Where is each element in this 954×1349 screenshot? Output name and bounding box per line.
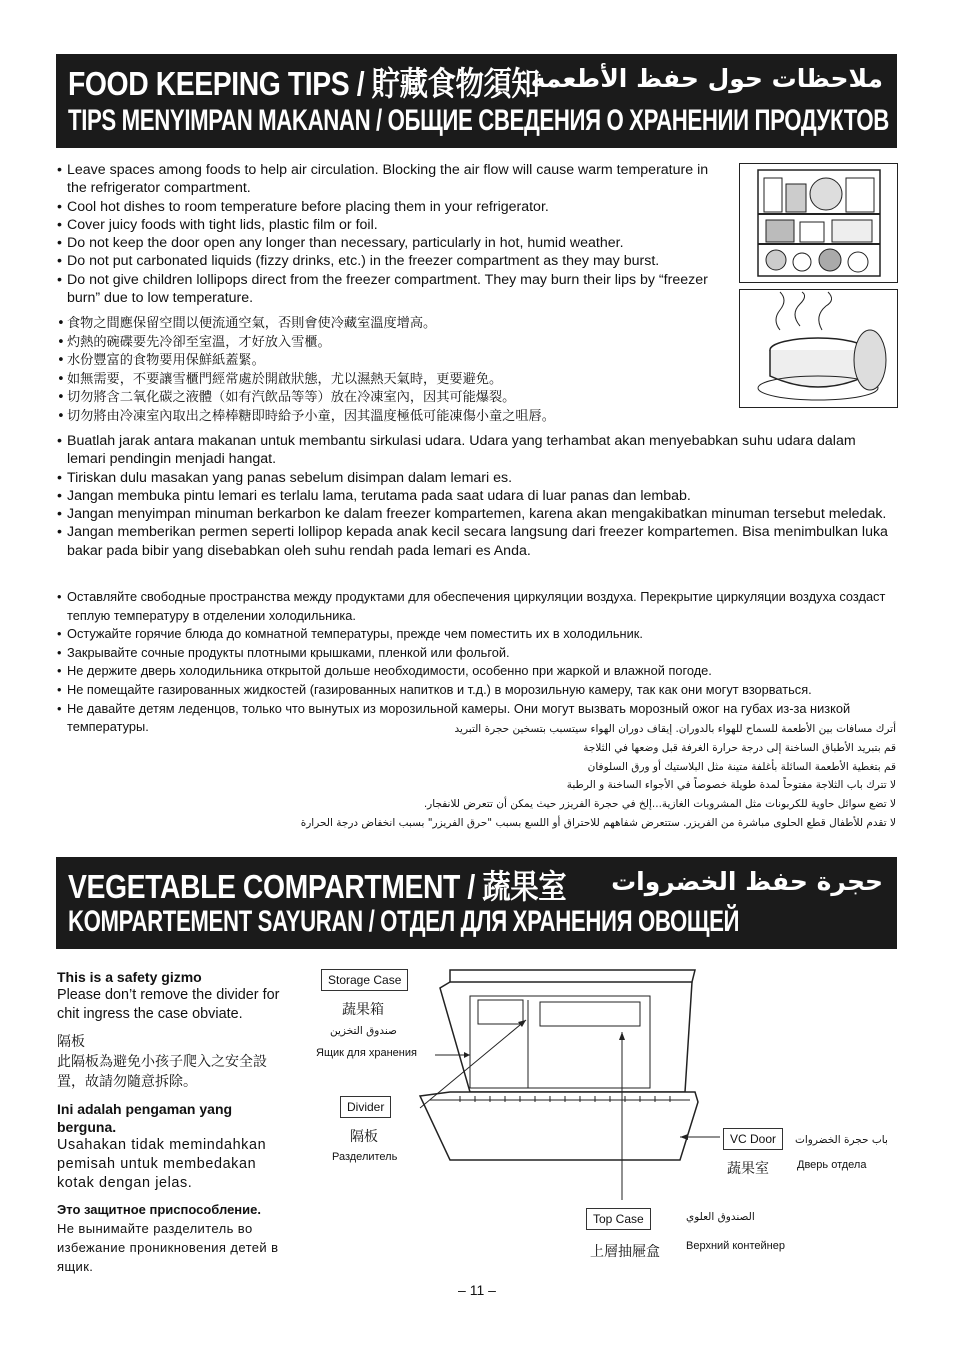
list-item: • Jangan menyimpan minuman berkarbon ke dalam freezer kompartemen, karena akan mengakibatkan minuman tersebut meledak. (57, 505, 897, 523)
section-title-line2: KOMPARTEMENT SAYURAN / ОТДЕЛ ДЛЯ ХРАНЕНИЯ ОВОЩЕЙ (68, 905, 740, 938)
top-case-label: Top Case (586, 1208, 651, 1230)
list-item: • 食物之間應保留空間以便流通空氣，否則會使冷藏室溫度增高。 (57, 315, 729, 334)
divider-label: Divider (340, 1096, 391, 1118)
list-item: • Не давайте детям леденцов, только что вынутых из морозильной камеры. Они могут вызвать морозный ожог на губах из-за низкой температуры. (57, 700, 897, 737)
section-title-line1: FOOD KEEPING TIPS / 貯藏食物須知 (68, 65, 540, 102)
note-heading-ru: Это защитное приспособление. (57, 1202, 261, 1217)
list-item: لا تترك باب الثلاجة مفتوحاً لمدة طويلة خصوصاً في الأجواء الساخنة و الرطبة (566, 779, 896, 792)
list-item: • 如無需要，不要讓雪櫃門經常處於開啟狀態，尤以濕熱天氣時，更要避免。 (57, 371, 729, 390)
list-item: • Не держите дверь холодильника открытой дольше необходимости, особенно при жаркой и влажной погоде. (57, 662, 897, 681)
list-item: • Jangan membuka pintu lemari es terlalu lama, terutama pada saat udara di luar panas dan lembab. (57, 487, 897, 505)
list-item: • 水份豐富的食物要用保鮮紙蓋緊。 (57, 352, 729, 371)
top-case-zh: 上層抽屜盒 (590, 1244, 660, 1260)
top-case-ar: الصندوق العلوي (686, 1211, 755, 1223)
list-item: • Не помещайте газированных жидкостей (газированных напитков и т.д.) в морозильную камеру, так как они могут взорваться. (57, 681, 897, 700)
storage-case-ar: صندوق التخزين (330, 1025, 397, 1037)
steaming-pot-icon (740, 290, 897, 407)
food-keeping-tips-banner (56, 54, 897, 148)
section-title-line1: VEGETABLE COMPARTMENT / 蔬果室 (68, 868, 567, 905)
list-item: • Оставляйте свободные пространства между продуктами для обеспечения циркуляции воздуха. Перекрытие циркуляции воздуха создаст теплую температуру в отделении холодильника. (57, 588, 897, 625)
top-case-ru: Верхний контейнер (686, 1240, 785, 1252)
storage-case-ru: Ящик для хранения (316, 1047, 417, 1059)
refrigerator-shelves-illustration (739, 163, 898, 283)
list-item: • Leave spaces among foods to help air circulation. Blocking the air flow will cause warm temperature in the refrigerator compartment. (57, 161, 729, 198)
safety-notes (57, 968, 287, 1276)
list-item: • Cool hot dishes to room temperature before placing them in your refrigerator. (57, 198, 729, 216)
list-item: • Tiriskan dulu masakan yang panas sebelum disimpan dalam lemari es. (57, 469, 897, 487)
arabic-tips-list (196, 720, 896, 833)
hot-dish-illustration (739, 289, 898, 408)
note-body-en: Please don’t remove the divider for chit ingress the case obviate. (57, 987, 280, 1022)
section-title-line2: TIPS MENYIMPAN MAKANAN / ОБЩИЕ СВЕДЕНИЯ О ХРАНЕНИИ ПРОДУКТОВ (68, 104, 889, 137)
list-item: • 切勿將由冷凍室內取出之棒棒糖即時給予小童，因其溫度極低可能凍傷小童之咀唇。 (57, 408, 729, 427)
list-item: • Do not put carbonated liquids (fizzy drinks, etc.) in the freezer compartment as they may burst. (57, 252, 729, 270)
list-item: • Do not keep the door open any longer than necessary, particularly in hot, humid weather. (57, 234, 729, 252)
note-body-ru: Не вынимайте разделитель во избежание проникновения детей в ящик. (57, 1221, 279, 1274)
indonesian-tips-list (57, 432, 897, 560)
list-item: • Закрывайте сочные продукты плотными крышками, пленкой или фольгой. (57, 644, 897, 663)
list-item: أترك مسافات بين الأطعمة للسماح للهواء بالدوران. إيقاف دوران الهواء سيتسبب بتسخين حجرة التبريد (454, 723, 896, 735)
note-body-id: Usahakan tidak memindahkan pemisah untuk membedakan kotak dengan jelas. (57, 1137, 267, 1191)
divider-ru: Разделитель (332, 1151, 398, 1163)
list-item: • 灼熱的碗碟要先冷卻至室溫，才好放入雪櫃。 (57, 334, 729, 353)
list-item: • Cover juicy foods with tight lids, plastic film or foil. (57, 216, 729, 234)
russian-tips-list (57, 588, 897, 737)
storage-case-zh: 蔬果箱 (342, 1002, 384, 1018)
note-heading-id: Ini adalah pengaman yang berguna. (57, 1101, 233, 1135)
storage-case-label: Storage Case (321, 969, 408, 991)
divider-zh: 隔板 (350, 1129, 378, 1145)
list-item: • Остужайте горячие блюда до комнатной температуры, прежде чем поместить их в холодильник. (57, 625, 897, 644)
list-item: • Buatlah jarak antara makanan untuk membantu sirkulasi udara. Udara yang terhambat akan menyebabkan suhu udara dalam lemari pendingin menjadi hangat. (57, 432, 897, 469)
list-item: قم بتغطية الأطعمة السائلة بأغلفة متينة مثل البلاستيك أو ورق السلوفان (587, 760, 896, 773)
list-item: • Jangan memberikan permen seperti lollipop kepada anak kecil secara langsung dari freezer kompartemen. Bisa menimbulkan luka bakar pada bibir yang disebabkan oleh suhu rendah pada lemari es Anda. (57, 523, 897, 560)
vc-door-zh: 蔬果室 (727, 1161, 769, 1177)
chinese-tips-list (57, 315, 729, 426)
section-title-arabic: ملاحظات حول حفظ الأطعمة (530, 64, 883, 93)
fridge-shelves-icon (740, 164, 897, 282)
note-heading-zh: 隔板 (57, 1034, 85, 1050)
vc-door-label: VC Door (723, 1128, 783, 1150)
english-tips-list (57, 161, 729, 307)
list-item: • Do not give children lollipops direct from the freezer compartment. They may burn their lips by “freezer burn” due to low temperature. (57, 271, 729, 308)
list-item: لا تضع سوائل حاوية للكربونات مثل المشروبات الغازية...إلخ في حجرة الفريزر حيث يمكن أن تتعرض للانفجار. (423, 798, 896, 811)
list-item: قم بتبريد الأطباق الساخنة إلى درجة حرارة الغرفة قبل وضعها في الثلاجة (583, 741, 896, 754)
vc-door-ar: باب حجرة الخضروات (795, 1134, 888, 1146)
vegetable-compartment-banner (56, 857, 897, 949)
vc-door-ru: Дверь отдела (797, 1159, 867, 1171)
list-item: لا تقدم للأطفال قطع الحلوى مباشرة من الفريزر. ستتعرض شفاههم للاحتراق أو اللسع بسبب "حرق الفريزر" بسبب انخفاض درجة الحرارة (300, 816, 896, 829)
note-body-zh: 此隔板為避免小孩子爬入之安全設置，故請勿隨意拆除。 (57, 1054, 267, 1090)
list-item: • 切勿將含二氧化碳之液體（如有汽飲品等等）放在冷凍室內，因其可能爆裂。 (57, 389, 729, 408)
note-heading-en: This is a safety gizmo (57, 969, 202, 985)
section-title-arabic: حجرة حفظ الخضروات (611, 867, 883, 896)
page-number: – 11 – (458, 1282, 496, 1298)
